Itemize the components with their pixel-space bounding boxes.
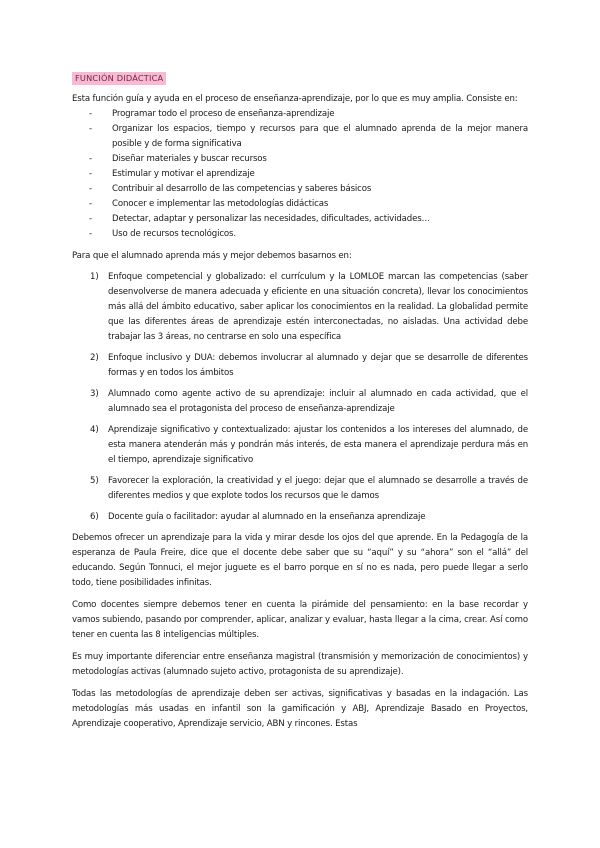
body-paragraph: Debemos ofrecer un aprendizaje para la vida y mirar desde los ojos del que aprende. En la Pedagogía de la esperanza de Paula Freire, dice que el docente debe saber que su “aquí” y su “ahora” son el “allá” del educando. Según Tonnuci, el mejor juguete es el barro porque en sí no es nada, pero puede llegar a serlo todo, tiene posibilidades infinitas.	[72, 533, 528, 588]
function-list	[72, 107, 528, 242]
bullet-dash: -	[89, 109, 92, 119]
bullet-dash: -	[89, 184, 92, 194]
list-item: - Detectar, adaptar y personalizar las necesidades, dificultades, actividades…	[72, 212, 528, 227]
numbered-item: 6) Docente guía o facilitador: ayudar al alumnado en la enseñanza aprendizaje	[72, 510, 528, 525]
item-number: 5)	[90, 476, 99, 486]
numbered-item: 1) Enfoque competencial y globalizado: el currículum y la LOMLOE marcan las competencias (saber desenvolverse de manera adecuada y eficiente en una situación concreta), llevar los conocimientos más allá del ámbito educativo, saber aplicar los conocimientos en la realidad. La globalidad permite que las diferentes áreas de aprendizaje estén interconectadas, no aisladas. Una actividad debe trabajar las 3 áreas, no centrarse en solo una específica	[90, 272, 528, 342]
bullet-dash: -	[89, 229, 92, 239]
list-item: - Uso de recursos tecnológicos.	[72, 227, 528, 242]
body-paragraph: Es muy importante diferenciar entre enseñanza magistral (transmisión y memorización de conocimientos) y metodologías activas (alumnado sujeto activo, protagonista de su aprendizaje).	[72, 652, 528, 677]
list-item: - Organizar los espacios, tiempo y recursos para que el alumnado aprenda de la mejor manera posible y de forma significativa	[89, 124, 528, 149]
intro-paragraph: Esta función guía y ayuda en el proceso de enseñanza-aprendizaje, por lo que es muy amplia. Consiste en:	[72, 94, 518, 104]
body-paragraph: Todas las metodologías de aprendizaje deben ser activas, significativas y basadas en la indagación. Las metodologías más usadas en infantil son la gamificación y ABJ, Aprendizaje Basado en Proyectos, Aprendizaje cooperativo, Aprendizaje servicio, ABN y rincones. Estas	[72, 689, 528, 729]
section-heading: FUNCIÓN DIDÁCTICA	[72, 72, 166, 85]
numbered-item: 4) Aprendizaje significativo y contextualizado: ajustar los contenidos a los intereses del alumnado, de esta manera atenderán más y pondrán más interés, de esta manera el aprendizaje perdura más en el tiempo, aprendizaje significativo	[90, 425, 528, 465]
list-item: - Programar todo el proceso de enseñanza-aprendizaje	[72, 107, 528, 122]
document-body	[72, 72, 528, 732]
item-number: 2)	[90, 353, 99, 363]
list-item: - Conocer e implementar las metodologías didácticas	[72, 197, 528, 212]
bullet-dash: -	[89, 199, 92, 209]
item-number: 3)	[90, 389, 99, 399]
item-number: 1)	[90, 272, 99, 282]
list-item: - Contribuir al desarrollo de las competencias y saberes básicos	[72, 182, 528, 197]
body-paragraph: Como docentes siempre debemos tener en cuenta la pirámide del pensamiento: en la base recordar y vamos subiendo, pasando por comprender, aplicar, analizar y evaluar, hasta llegar a la cima, crear. Así como tener en cuenta las 8 inteligencias múltiples.	[72, 600, 528, 640]
bullet-dash: -	[89, 169, 92, 179]
list-item: - Diseñar materiales y buscar recursos	[72, 152, 528, 167]
bullet-dash: -	[89, 124, 92, 134]
bullet-dash: -	[89, 154, 92, 164]
item-number: 6)	[90, 512, 99, 522]
numbered-item: 2) Enfoque inclusivo y DUA: debemos involucrar al alumnado y dejar que se desarrolle de diferentes formas y en todos los ámbitos	[90, 353, 528, 378]
numbered-item: 3) Alumnado como agente activo de su aprendizaje: incluir al alumnado en cada actividad, que el alumnado sea el protagonista del proceso de enseñanza-aprendizaje	[90, 389, 528, 414]
lead-paragraph: Para que el alumnado aprenda más y mejor debemos basarnos en:	[72, 251, 352, 261]
bullet-dash: -	[89, 214, 92, 224]
list-item: - Estimular y motivar el aprendizaje	[72, 167, 528, 182]
principles-list	[72, 270, 528, 525]
item-number: 4)	[90, 425, 99, 435]
numbered-item: 5) Favorecer la exploración, la creatividad y el juego: dejar que el alumnado se desarrolle a través de diferentes medios y que explote todos los recursos que le damos	[90, 476, 528, 501]
